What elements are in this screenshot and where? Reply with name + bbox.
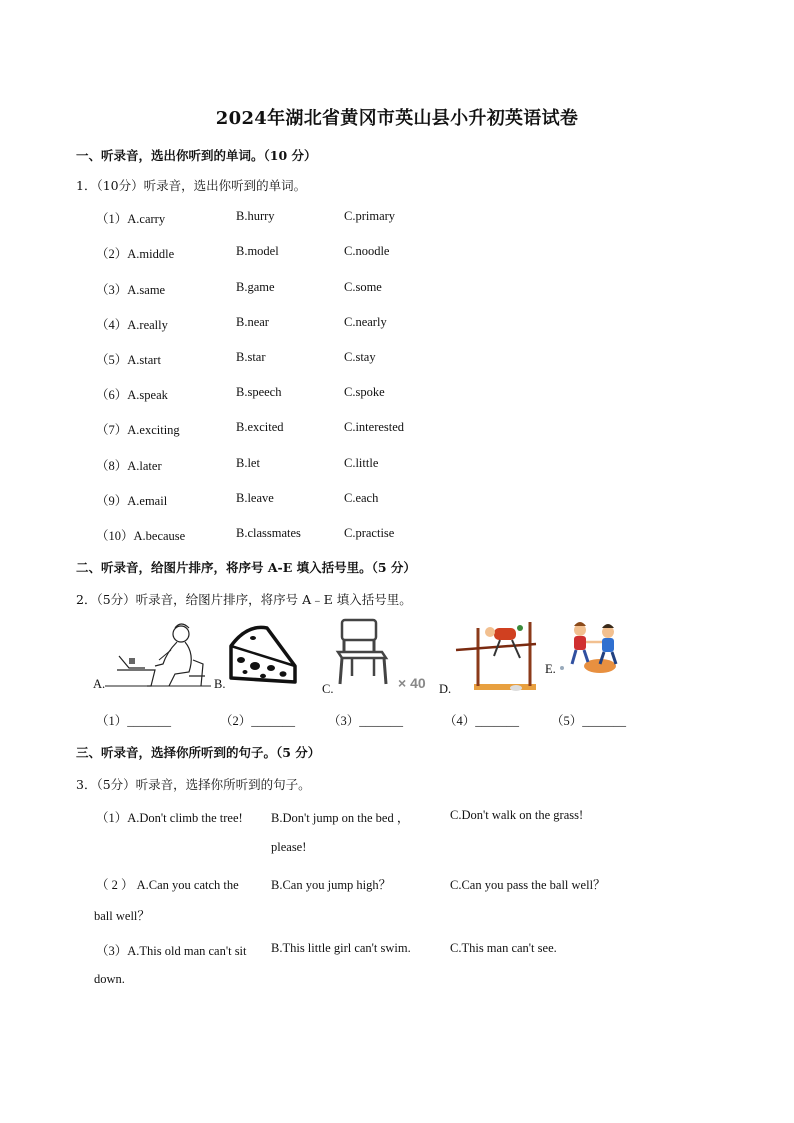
section-1-heading: 一、听录音，选出你听到的单词。（10 分） bbox=[76, 148, 317, 163]
option-a: （1）A.carry bbox=[96, 212, 166, 226]
option-a: （2）A.middle bbox=[96, 247, 175, 261]
option-b: B.This little girl can't swim. bbox=[271, 941, 411, 955]
option-a-continued: ball well？ bbox=[94, 909, 150, 923]
option-b: B.Don't jump on the bed ， bbox=[271, 811, 410, 825]
picture-e-label: E. bbox=[545, 662, 556, 676]
answer-blank[interactable]: （3）_______ bbox=[328, 714, 404, 728]
high-jump-icon bbox=[454, 618, 538, 694]
option-c: C.Don't walk on the grass! bbox=[450, 808, 584, 822]
option-c: C.little bbox=[344, 456, 379, 470]
option-a: （5）A.start bbox=[96, 353, 161, 367]
option-c: C.This man can't see. bbox=[450, 941, 557, 955]
option-a: （7）A.exciting bbox=[96, 423, 180, 437]
option-c: C.spoke bbox=[344, 385, 385, 399]
option-b: B.speech bbox=[236, 385, 282, 399]
option-b: B.Can you jump high？ bbox=[271, 878, 392, 892]
chair-icon bbox=[334, 618, 434, 692]
option-a: （3）A.same bbox=[96, 283, 166, 297]
question-1-prompt: 1．（10分）听录音，选出你听到的单词。 bbox=[76, 178, 307, 193]
option-c: C.each bbox=[344, 491, 379, 505]
option-a: （10）A.because bbox=[96, 529, 186, 543]
option-a: （4）A.really bbox=[96, 318, 168, 332]
option-c: C.Can you pass the ball well？ bbox=[450, 878, 606, 892]
option-a: （9）A.email bbox=[96, 494, 168, 508]
question-3-prompt: 3．（5分）听录音，选择你所听到的句子。 bbox=[76, 777, 311, 792]
option-b: B.hurry bbox=[236, 209, 275, 223]
option-b-continued: please! bbox=[271, 840, 307, 854]
option-b: B.near bbox=[236, 315, 269, 329]
picture-c-label: C. bbox=[322, 682, 334, 696]
option-c: C.primary bbox=[344, 209, 396, 223]
section-3-heading: 三、听录音，选择你所听到的句子。（5 分） bbox=[76, 745, 321, 760]
picture-d-label: D. bbox=[439, 682, 452, 696]
option-c: C.noodle bbox=[344, 244, 390, 258]
picture-b-label: B. bbox=[214, 677, 226, 691]
answer-blank[interactable]: （1）_______ bbox=[96, 714, 172, 728]
option-a: （6）A.speak bbox=[96, 388, 168, 402]
option-a: （1）A.Don't climb the tree! bbox=[96, 811, 243, 825]
option-c: C.interested bbox=[344, 420, 405, 434]
answer-blank[interactable]: （5）_______ bbox=[551, 714, 627, 728]
option-c: C.some bbox=[344, 280, 382, 294]
option-c: C.practise bbox=[344, 526, 395, 540]
page-title: 2024年湖北省黄冈市英山县小升初英语试卷 bbox=[215, 108, 579, 129]
option-a: （3）A.This old man can't sit bbox=[96, 944, 247, 958]
option-b: B.star bbox=[236, 350, 266, 364]
cheese-icon bbox=[227, 622, 299, 686]
option-b: B.game bbox=[236, 280, 275, 294]
option-b: B.leave bbox=[236, 491, 274, 505]
answer-blank[interactable]: （2）_______ bbox=[220, 714, 296, 728]
option-c: C.nearly bbox=[344, 315, 387, 329]
picture-a-label: A. bbox=[93, 677, 106, 691]
option-b: B.model bbox=[236, 244, 279, 258]
section-2-heading: 二、听录音，给图片排序，将序号 A-E 填入括号里。（5 分） bbox=[76, 560, 416, 575]
option-c: C.stay bbox=[344, 350, 376, 364]
option-b: B.classmates bbox=[236, 526, 301, 540]
option-a: （ 2 ） A.Can you catch the bbox=[96, 878, 239, 892]
option-a: （8）A.later bbox=[96, 459, 162, 473]
kids-helping-icon bbox=[556, 618, 636, 676]
grandma-computer-icon bbox=[105, 620, 215, 690]
answer-blank[interactable]: （4）_______ bbox=[444, 714, 520, 728]
option-b: B.excited bbox=[236, 420, 284, 434]
chair-count-caption: × 40 bbox=[398, 675, 426, 691]
question-2-prompt: 2．（5分）听录音，给图片排序，将序号 A﹣E 填入括号里。 bbox=[76, 592, 412, 607]
option-a-continued: down. bbox=[94, 972, 125, 986]
option-b: B.let bbox=[236, 456, 260, 470]
